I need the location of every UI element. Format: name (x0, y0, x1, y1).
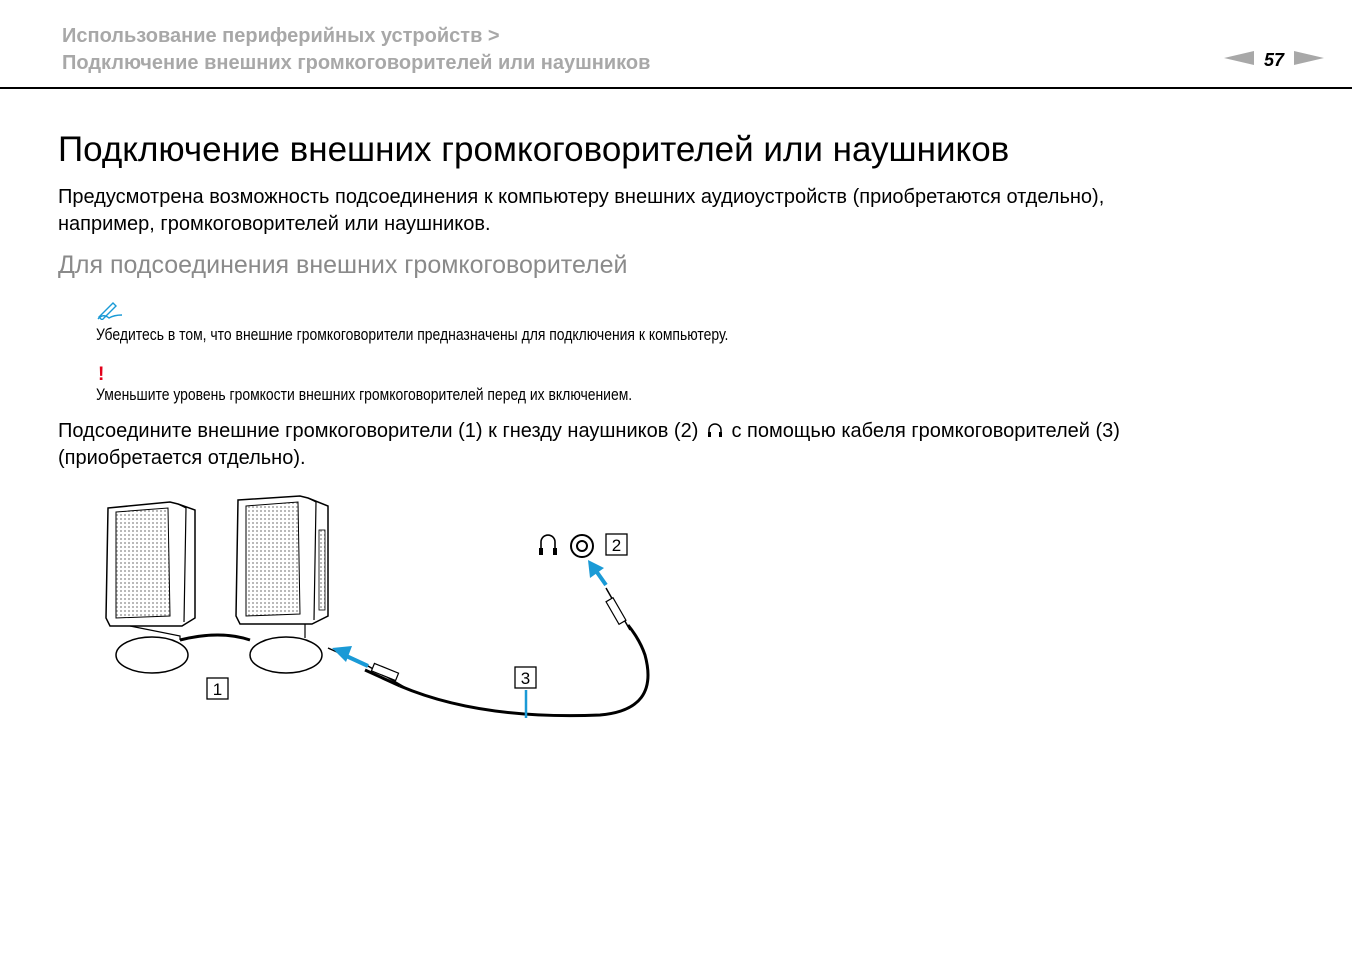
headphone-jack (539, 535, 593, 557)
callout-1 (207, 678, 228, 699)
svg-text:2: 2 (611, 536, 622, 555)
header-divider (0, 87, 1352, 89)
note-pencil-icon (96, 300, 124, 325)
instruction-paragraph (58, 418, 1120, 472)
headphones-icon (706, 421, 724, 439)
next-page-button[interactable] (1294, 51, 1324, 70)
arrow-to-jack (588, 560, 606, 585)
left-triangle-arrow-icon (1224, 51, 1254, 65)
instruction-line-1-part-b: с помощью кабеля громкоговорителей (3) (731, 420, 1120, 442)
speaker-right (236, 496, 328, 673)
note-text: Убедитесь в том, что внешние громкоговорители предназначены для подключения к компьютеру. (96, 325, 729, 344)
instruction-line-1-part-a: Подсоедините внешние громкоговорители (1) к гнезду наушников (2) (58, 420, 699, 442)
section-heading: Для подсоединения внешних громкоговорителей (58, 251, 628, 279)
page-title: Подключение внешних громкоговорителей или наушников (58, 130, 1010, 169)
speaker-left (106, 502, 195, 673)
right-triangle-arrow-icon (1294, 51, 1324, 65)
page-number: 57 (1263, 50, 1284, 70)
callout-3 (515, 667, 536, 688)
page-navigation (1224, 50, 1324, 71)
breadcrumb-line-1[interactable]: Использование периферийных устройств > (62, 25, 500, 47)
arrow-to-speaker (332, 646, 368, 666)
warning-icon: ! (98, 364, 105, 385)
speaker-connection-illustration (100, 490, 680, 730)
prev-page-button[interactable] (1224, 51, 1254, 70)
svg-text:3: 3 (520, 669, 531, 688)
breadcrumb (62, 23, 650, 77)
intro-line-1: Предусмотрена возможность подсоединения к компьютеру внешних аудиоустройств (приобретаются отдельно), (58, 186, 1105, 208)
warning-text: Уменьшите уровень громкости внешних громкоговорителей перед их включением. (96, 385, 633, 404)
breadcrumb-line-2[interactable]: Подключение внешних громкоговорителей или наушников (62, 52, 651, 74)
intro-line-2: например, громкоговорителей или наушников. (58, 213, 491, 235)
svg-text:1: 1 (212, 680, 223, 699)
intro-paragraph (58, 184, 1104, 238)
instruction-line-1 (58, 418, 1120, 445)
callout-2 (606, 534, 627, 555)
instruction-line-2: (приобретается отдельно). (58, 447, 306, 469)
